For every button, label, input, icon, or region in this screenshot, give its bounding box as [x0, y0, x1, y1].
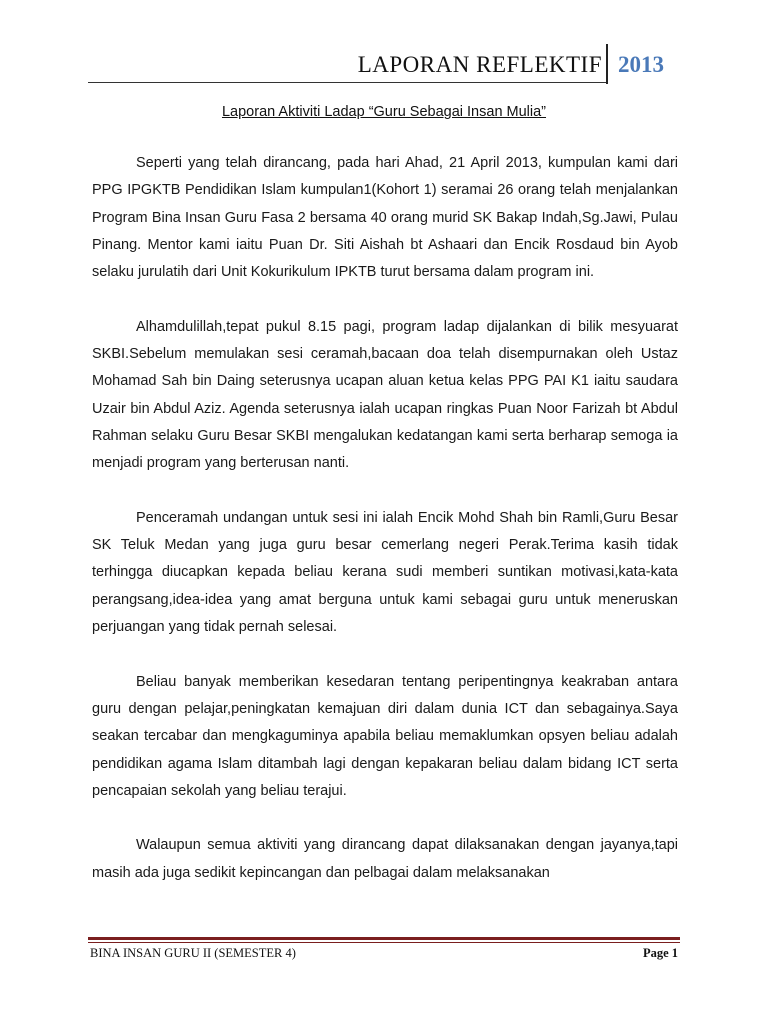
- footer-rule-thin: [88, 942, 680, 943]
- paragraph-1: Seperti yang telah dirancang, pada hari Ahad, 21 April 2013, kumpulan kami dari PPG IPGKTB Pendidikan Islam kumpulan1(Kohort 1) seramai 26 orang telah menjalankan Program Bina Insan Guru Fasa 2 bersama 40 orang murid SK Bakap Indah,Sg.Jawi, Pulau Pinang. Mentor kami iaitu Puan Dr. Siti Aishah bt Ashaari dan Encik Rosdaud bin Ayob selaku jurulatih dari Unit Kokurikulum IPKTB turut bersama dalam program ini.: [92, 155, 678, 281]
- paragraph-2: Alhamdulillah,tepat pukul 8.15 pagi, program ladap dijalankan di bilik mesyuarat SKBI.Sebelum memulakan sesi ceramah,bacaan doa telah disempurnakan oleh Ustaz Mohamad Sah bin Daing seterusnya ucapan aluan ketua kelas PPG PAI K1 iaitu saudara Uzair bin Abdul Aziz. Agenda seterusnya ialah ucapan ringkas Puan Noor Farizah bt Abdul Rahman selaku Guru Besar SKBI mengalukan kedatangan kami serta berharap semoga ia menjadi program yang berterusan nanti.: [92, 318, 678, 472]
- page-header: [0, 44, 768, 84]
- header-title: LAPORAN REFLEKTIF: [357, 52, 602, 77]
- footer-rule-thick: [88, 937, 680, 940]
- header-divider: [606, 44, 608, 84]
- document-body: [92, 150, 678, 914]
- paragraph-3: Penceramah undangan untuk sesi ini ialah Encik Mohd Shah bin Ramli,Guru Besar SK Teluk Medan yang juga guru besar cemerlang negeri Perak.Terima kasih tidak terhingga diucapkan kepada beliau kerana sudi memberi suntikan motivasi,kata-kata perangsang,idea-idea yang amat berguna untuk kami sebagai guru untuk meneruskan perjuangan yang tidak pernah selesai.: [92, 509, 678, 636]
- header-year: 2013: [618, 52, 664, 77]
- paragraph-5: Walaupun semua aktiviti yang dirancang dapat dilaksanakan dengan jayanya,tapi masih ada juga sedikit kepincangan dan pelbagai dalam melaksanakan: [92, 837, 678, 881]
- header-rule: [88, 82, 606, 83]
- footer-page-number: Page 1: [642, 946, 678, 960]
- footer-course-label: BINA INSAN GURU II (SEMESTER 4): [90, 946, 296, 960]
- document-title: Laporan Aktiviti Ladap “Guru Sebagai Insan Mulia”: [221, 104, 547, 120]
- paragraph-4: Beliau banyak memberikan kesedaran tentang peripentingnya keakraban antara guru dengan pelajar,peningkatan kemajuan diri dalam dunia ICT dan sebagainya.Saya seakan tercabar dan mengkaguminya apabila beliau memaklumkan opsyen beliau adalah pendidikan agama Islam ditambah lagi dengan kepakaran beliau dalam bidang ICT serta pencapaian sekolah yang beliau terajui.: [92, 673, 678, 799]
